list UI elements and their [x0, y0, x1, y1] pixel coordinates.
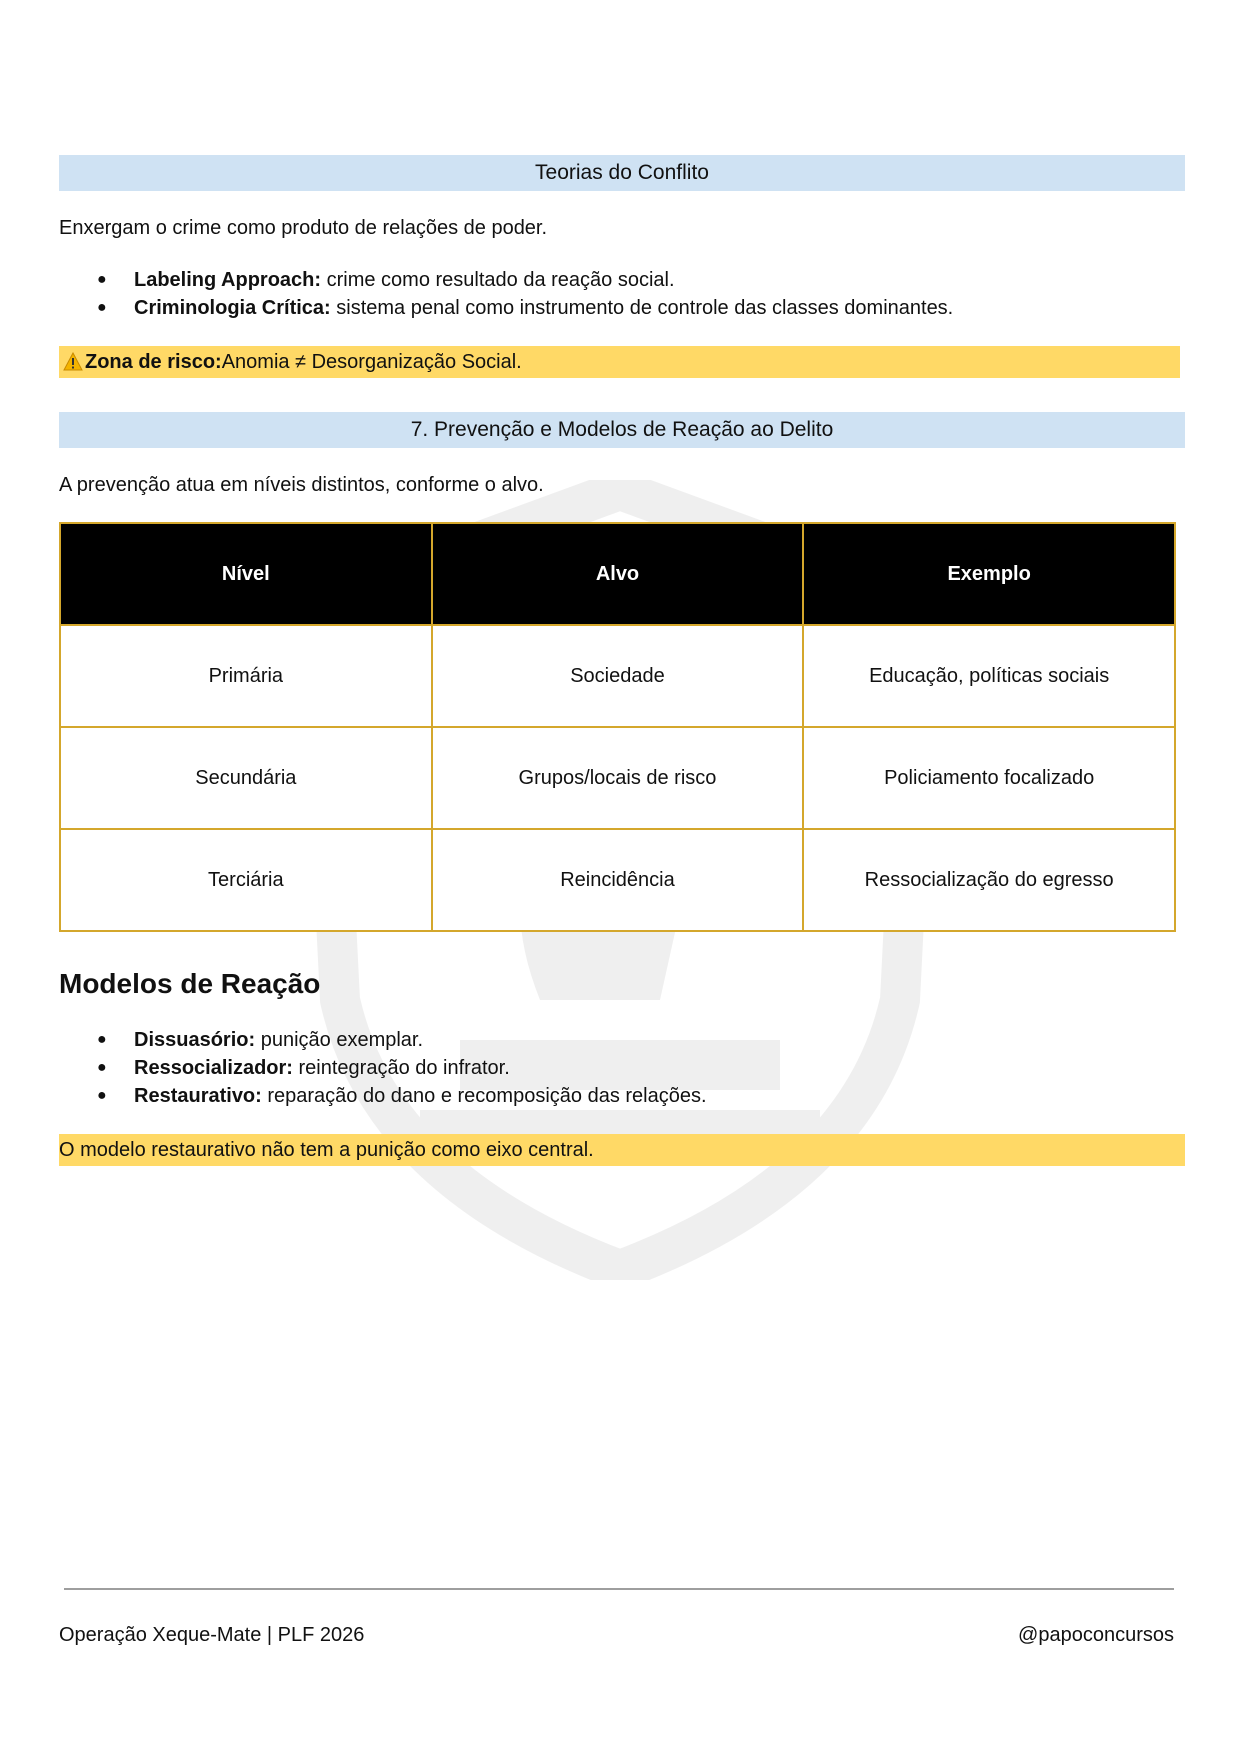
list-item-term: Restaurativo:: [134, 1085, 262, 1107]
footer-title: Operação Xeque-Mate | PLF 2026: [59, 1624, 365, 1646]
footer-handle: @papoconcursos: [1018, 1624, 1174, 1646]
list-item: [59, 1026, 1185, 1054]
list-item-term: Labeling Approach:: [134, 269, 322, 291]
conflict-list: [59, 266, 1185, 322]
footer-divider: [64, 1588, 1174, 1590]
risk-text: Anomia ≠ Desorganização Social.: [221, 351, 522, 373]
bullet-icon: ●: [97, 1059, 107, 1076]
table-row: [60, 829, 1175, 931]
list-item-term: Ressocializador:: [134, 1057, 293, 1079]
list-item-desc: reintegração do infrator.: [292, 1057, 510, 1079]
prevention-section-header: 7. Prevenção e Modelos de Reação ao Delito: [59, 412, 1185, 448]
list-item-desc: sistema penal como instrumento de controle das classes dominantes.: [330, 297, 954, 319]
risk-label: Zona de risco:: [85, 351, 222, 373]
table-cell: Primária: [60, 625, 432, 727]
table-cell: Sociedade: [432, 625, 804, 727]
conflict-section-header: Teorias do Conflito: [59, 155, 1185, 191]
column-header: Alvo: [432, 523, 804, 625]
table-cell: Policiamento focalizado: [803, 727, 1175, 829]
prevention-table: [59, 522, 1176, 932]
table-cell: Reincidência: [432, 829, 804, 931]
table-cell: Educação, políticas sociais: [803, 625, 1175, 727]
bullet-icon: ●: [97, 1087, 107, 1104]
table-cell: Terciária: [60, 829, 432, 931]
risk-callout: [59, 346, 1180, 378]
models-note: O modelo restaurativo não tem a punição como eixo central.: [59, 1134, 1185, 1166]
list-item-desc: crime como resultado da reação social.: [321, 269, 675, 291]
list-item-desc: reparação do dano e recomposição das relações.: [261, 1085, 707, 1107]
table-cell: Secundária: [60, 727, 432, 829]
table-cell: Grupos/locais de risco: [432, 727, 804, 829]
list-item: [59, 1054, 1185, 1082]
list-item: [59, 1082, 1185, 1110]
column-header: Exemplo: [803, 523, 1175, 625]
list-item-desc: punição exemplar.: [255, 1029, 424, 1051]
column-header: Nível: [60, 523, 432, 625]
prevention-intro: A prevenção atua em níveis distintos, conforme o alvo.: [59, 474, 544, 496]
bullet-icon: ●: [97, 299, 107, 316]
list-item-term: Criminologia Crítica:: [134, 297, 331, 319]
table-cell: Ressocialização do egresso: [803, 829, 1175, 931]
warning-icon: [63, 352, 83, 372]
models-title: Modelos de Reação: [59, 968, 321, 999]
table-row: [60, 625, 1175, 727]
list-item: [59, 294, 1185, 322]
list-item: [59, 266, 1185, 294]
page-content: [59, 155, 1185, 1166]
bullet-icon: ●: [97, 1031, 107, 1048]
conflict-intro: Enxergam o crime como produto de relações de poder.: [59, 217, 548, 239]
bullet-icon: ●: [97, 271, 107, 288]
table-row: [60, 727, 1175, 829]
table-header-row: [60, 523, 1175, 625]
models-list: [59, 1026, 1185, 1110]
list-item-term: Dissuasório:: [134, 1029, 256, 1051]
